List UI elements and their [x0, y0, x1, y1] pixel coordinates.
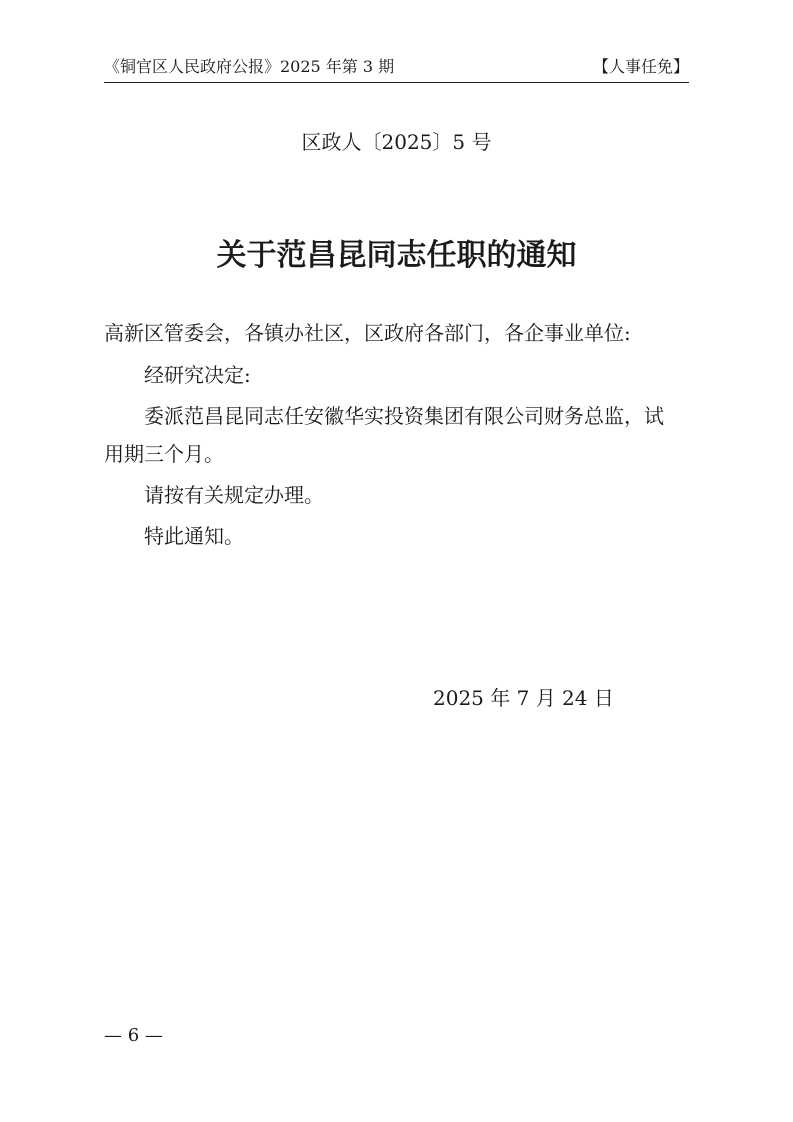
closing-line: 特此通知。 [144, 524, 244, 548]
appointment-line-1: 委派范昌昆同志任安徽华实投资集团有限公司财务总监，试 [144, 404, 664, 428]
instruction-line: 请按有关规定办理。 [144, 483, 324, 507]
appointment-line-2: 用期三个月。 [104, 442, 224, 466]
addressee-line: 高新区管委会，各镇办社区，区政府各部门，各企事业单位: [104, 321, 631, 345]
document-title: 关于范昌昆同志任职的通知 [216, 238, 577, 273]
header-section: 【人事任免】 [592, 57, 689, 76]
document-number: 区政人〔2025〕5 号 [301, 130, 492, 154]
header-publication: 《铜官区人民政府公报》2025 年第 3 期 [104, 57, 395, 76]
page-number: — 6 — [104, 1025, 163, 1046]
header-rule [104, 82, 689, 83]
decision-intro: 经研究决定: [144, 363, 251, 387]
document-date: 2025 年 7 月 24 日 [433, 686, 614, 710]
